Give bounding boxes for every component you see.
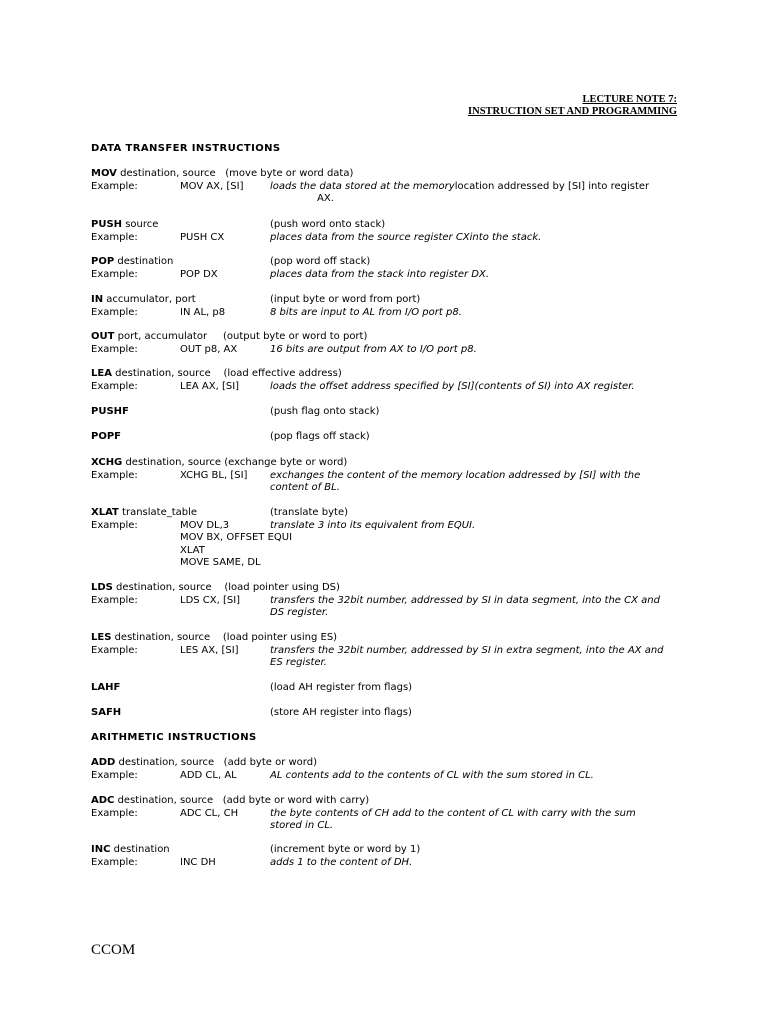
mnemonic: PUSHF xyxy=(91,406,129,417)
mnemonic: ADC xyxy=(91,795,115,806)
operands: destination xyxy=(110,844,170,855)
example-label: Example: xyxy=(91,469,138,481)
mnemonic: SAFH xyxy=(91,707,122,718)
operands: destination, source xyxy=(111,632,211,643)
example-label: Example: xyxy=(91,769,138,781)
example-label: Example: xyxy=(91,594,138,606)
example-label: Example: xyxy=(91,180,138,192)
note: (pop word off stack) xyxy=(270,256,371,267)
instruction-adc xyxy=(91,795,691,833)
lecture-header xyxy=(468,94,677,118)
operands: port, accumulator xyxy=(114,331,208,342)
example-label: Example: xyxy=(91,519,138,531)
instruction-pop xyxy=(91,256,691,281)
operands: accumulator, port xyxy=(103,294,196,305)
example-code: PUSH CX xyxy=(180,231,225,243)
note: (pop flags off stack) xyxy=(270,431,370,442)
note: (load AH register from flags) xyxy=(270,682,413,693)
mnemonic: POP xyxy=(91,256,115,267)
description: exchanges the content of the memory location addressed by [SI] with the content of BL. xyxy=(270,469,641,494)
example-label: Example: xyxy=(91,343,138,355)
note: (push flag onto stack) xyxy=(270,406,380,417)
example-code-line2: MOV BX, OFFSET EQUI xyxy=(180,532,293,544)
operands: destination xyxy=(114,256,174,267)
mnemonic: POPF xyxy=(91,431,121,442)
example-code: ADC CL, CH xyxy=(180,807,239,819)
description-tail: AX. xyxy=(317,193,334,205)
example-label: Example: xyxy=(91,306,138,318)
mnemonic: LEA xyxy=(91,368,112,379)
operands: translate_table xyxy=(118,507,198,518)
note: (load pointer using DS) xyxy=(224,582,340,593)
note: (add byte or word) xyxy=(223,757,317,768)
example-code: XCHG BL, [SI] xyxy=(180,469,248,481)
note: (add byte or word with carry) xyxy=(222,795,370,806)
note: (input byte or word from port) xyxy=(270,294,421,305)
mnemonic: OUT xyxy=(91,331,115,342)
instruction-xchg xyxy=(91,457,691,495)
instruction-push xyxy=(91,219,691,244)
section-title-data-transfer: DATA TRANSFER INSTRUCTIONS xyxy=(91,143,281,154)
footer-text: CCOM xyxy=(91,942,136,958)
instruction-add xyxy=(91,757,691,782)
section-title-arithmetic: ARITHMETIC INSTRUCTIONS xyxy=(91,732,257,743)
example-code: ADD CL, AL xyxy=(180,769,237,781)
operands: destination, source xyxy=(116,168,216,179)
instruction-in xyxy=(91,294,691,319)
description: places data from the stack into register DX. xyxy=(270,268,490,280)
note: (translate byte) xyxy=(270,507,349,518)
mnemonic: XCHG xyxy=(91,457,123,468)
note: (move byte or word data) xyxy=(225,168,354,179)
operands: destination, source xyxy=(122,457,222,468)
mnemonic: LES xyxy=(91,632,112,643)
note: (load effective address) xyxy=(223,368,342,379)
note: (load pointer using ES) xyxy=(222,632,338,643)
lecture-title: LECTURE NOTE 7: xyxy=(582,94,677,105)
note: (push word onto stack) xyxy=(270,219,386,230)
description: loads the offset address specified by [SI](contents of SI) into AX register. xyxy=(270,380,635,392)
example-code: LDS CX, [SI] xyxy=(180,594,241,606)
instruction-les xyxy=(91,632,691,670)
example-code: MOV AX, [SI] xyxy=(180,180,244,192)
mnemonic: XLAT xyxy=(91,507,119,518)
description: adds 1 to the content of DH. xyxy=(270,856,413,868)
example-code: POP DX xyxy=(180,268,218,280)
example-code-line3: XLAT xyxy=(180,544,205,556)
example-label: Example: xyxy=(91,807,138,819)
description: places data from the source register CXinto the stack. xyxy=(270,231,542,243)
instruction-pushf xyxy=(91,406,691,419)
instruction-lea xyxy=(91,368,691,393)
mnemonic: PUSH xyxy=(91,219,123,230)
description: transfers the 32bit number, addressed by SI in extra segment, into the AX and ES register. xyxy=(270,644,664,669)
mnemonic: INC xyxy=(91,844,111,855)
description: the byte contents of CH add to the content of CL with carry with the sum stored in CL. xyxy=(270,807,636,832)
instruction-mov xyxy=(91,168,691,206)
example-code: IN AL, p8 xyxy=(180,306,226,318)
instruction-safh xyxy=(91,707,691,720)
example-label: Example: xyxy=(91,231,138,243)
description: 16 bits are output from AX to I/O port p8. xyxy=(270,343,477,355)
instruction-out xyxy=(91,331,691,356)
mnemonic: LAHF xyxy=(91,682,121,693)
note: (increment byte or word by 1) xyxy=(270,844,421,855)
note: (store AH register into flags) xyxy=(270,707,412,718)
instruction-xlat xyxy=(91,507,691,570)
example-code: OUT p8, AX xyxy=(180,343,238,355)
description: AL contents add to the contents of CL with the sum stored in CL. xyxy=(270,769,594,781)
mnemonic: ADD xyxy=(91,757,116,768)
lecture-subtitle: INSTRUCTION SET AND PROGRAMMING xyxy=(468,106,677,117)
example-label: Example: xyxy=(91,644,138,656)
description-cont: location addressed by [SI] into register xyxy=(454,180,650,192)
note: (exchange byte or word) xyxy=(224,457,348,468)
example-label: Example: xyxy=(91,856,138,868)
instruction-inc xyxy=(91,844,691,869)
operands: source xyxy=(122,219,159,230)
example-label: Example: xyxy=(91,268,138,280)
description: loads the data stored at the memory xyxy=(270,180,455,192)
mnemonic: IN xyxy=(91,294,104,305)
instruction-popf xyxy=(91,431,691,444)
description: transfers the 32bit number, addressed by SI in data segment, into the CX and DS register. xyxy=(270,594,660,619)
description: translate 3 into its equivalent from EQUI. xyxy=(270,519,476,531)
instruction-lds xyxy=(91,582,691,620)
description: 8 bits are input to AL from I/O port p8. xyxy=(270,306,462,318)
example-code: MOV DL,3 xyxy=(180,519,230,531)
example-code: LEA AX, [SI] xyxy=(180,380,240,392)
operands: destination, source xyxy=(115,757,215,768)
example-code: INC DH xyxy=(180,856,216,868)
mnemonic: MOV xyxy=(91,168,117,179)
instruction-lahf xyxy=(91,682,691,695)
example-label: Example: xyxy=(91,380,138,392)
note: (output byte or word to port) xyxy=(223,331,368,342)
mnemonic: LDS xyxy=(91,582,113,593)
example-code-line4: MOVE SAME, DL xyxy=(180,557,261,569)
operands: destination, source xyxy=(111,368,211,379)
operands: destination, source xyxy=(112,582,212,593)
operands: destination, source xyxy=(114,795,214,806)
example-code: LES AX, [SI] xyxy=(180,644,239,656)
